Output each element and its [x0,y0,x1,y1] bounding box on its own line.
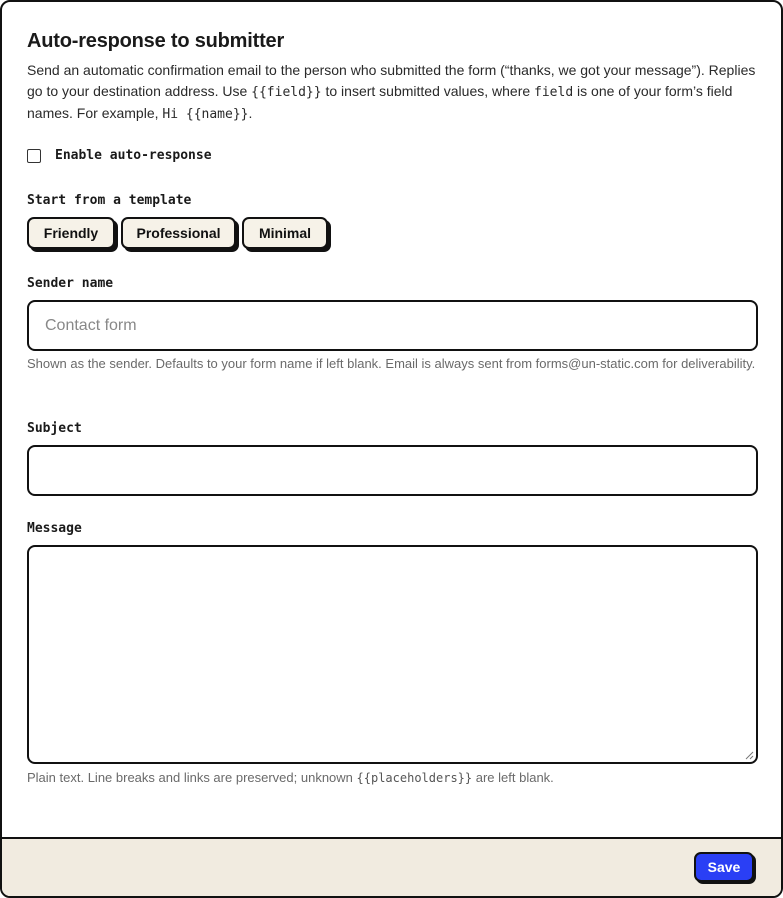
enable-auto-response-row[interactable] [27,148,212,163]
template-friendly-button[interactable]: Friendly [27,217,115,249]
field-name-code: field [534,85,574,100]
sender-name-help: Shown as the sender. Defaults to your form name if left blank. Email is always sent from forms@un-static.com for deliverability. [27,356,756,371]
save-button[interactable]: Save [694,852,754,882]
placeholders-code: {{placeholders}} [356,771,473,785]
panel-description [27,60,758,125]
message-textarea[interactable] [27,545,758,764]
field-code: {{field}} [251,85,322,100]
message-help-text-2: are left blank. [472,770,554,785]
subject-label: Subject [27,421,82,436]
description-text-4: . [248,105,253,121]
template-label: Start from a template [27,193,192,208]
description-text-3: is one of your form’s field names. For example, [27,83,733,121]
template-professional-button[interactable]: Professional [121,217,236,249]
sender-name-label: Sender name [27,276,114,291]
template-buttons [27,217,328,249]
panel-title: Auto-response to submitter [27,30,285,52]
sender-name-input[interactable]: Contact form [27,300,758,351]
template-minimal-button[interactable]: Minimal [242,217,328,249]
example-code: Hi {{name}} [162,107,249,122]
message-help-text-1: Plain text. Line breaks and links are preserved; unknown [27,770,357,785]
enable-auto-response-label[interactable]: Enable auto-response [55,148,212,163]
resize-handle-icon[interactable] [744,750,754,760]
panel-footer [2,837,781,898]
description-text-1: Send an automatic confirmation email to the person who submitted the form (“thanks, we got your message”). Replies go to your destination address. Use [27,62,756,99]
message-label: Message [27,521,82,536]
enable-auto-response-checkbox[interactable] [27,149,41,163]
message-help [27,768,758,788]
description-text-2: to insert submitted values, where [321,83,535,99]
subject-input[interactable] [27,445,758,496]
